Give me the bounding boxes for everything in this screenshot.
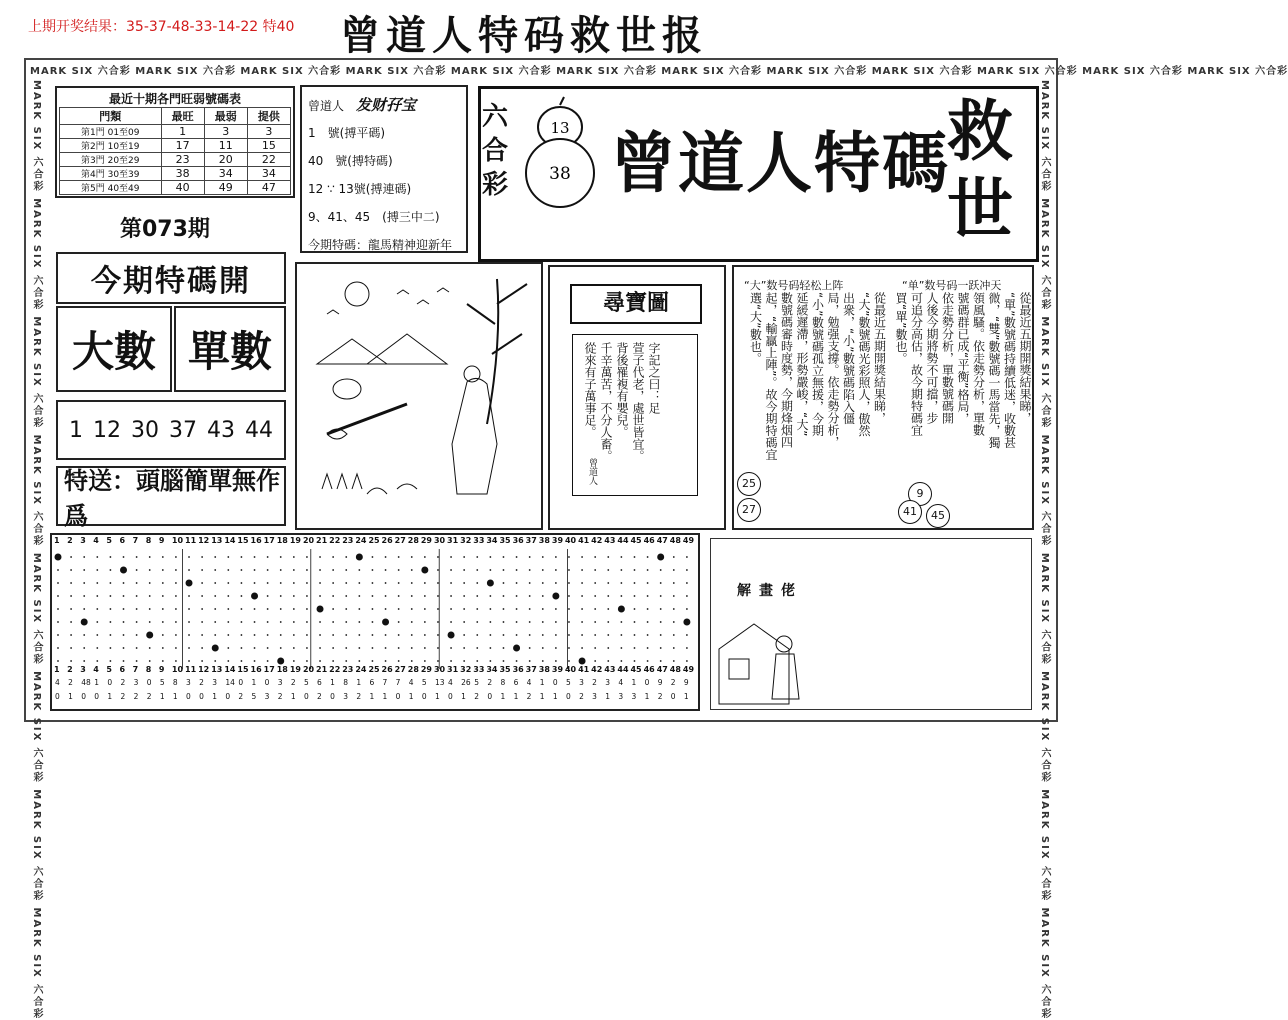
grid-stat-2: 1 — [644, 692, 650, 701]
grid-bottom-number: 37 — [525, 665, 537, 674]
grid-top-number: 10 — [171, 536, 184, 545]
hot-table-cell: 17 — [161, 139, 204, 153]
grid-stat-1: 0 — [264, 678, 270, 687]
grid-top-number: 21 — [316, 536, 328, 545]
hot-table-row — [60, 181, 291, 195]
gourd-icon — [518, 95, 608, 215]
grid-bottom-number: 26 — [381, 665, 393, 674]
grid-bottom-number: 6 — [119, 665, 126, 674]
grid-bottom-number: 32 — [460, 665, 472, 674]
hot-table-col-3: 提供 — [247, 108, 290, 125]
grid-stat-2: 0 — [670, 692, 676, 701]
grid-stat-1: 1 — [539, 678, 545, 687]
grid-stat-1: 3 — [605, 678, 611, 687]
grid-stat-1: 9 — [657, 678, 663, 687]
grid-stat-1: 48 — [81, 678, 91, 687]
hot-table-cell: 第3門 20至29 — [60, 153, 162, 167]
grid-bottom-number: 36 — [512, 665, 524, 674]
grid-stat-1: 4 — [408, 678, 414, 687]
article-column: 領風騷。依走勢分析，單數 — [971, 292, 986, 436]
grid-stat-2: 1 — [68, 692, 73, 701]
prediction-line-1: 1 號(搏平碼) — [308, 126, 385, 140]
treasure-map-title: 尋寶圖 — [570, 284, 702, 324]
grid-bottom-number: 22 — [329, 665, 341, 674]
grid-stat-1: 3 — [579, 678, 584, 687]
grid-stat-2: 1 — [107, 692, 113, 701]
pick-number: 43 — [207, 417, 235, 443]
grid-top-number: 5 — [106, 536, 112, 545]
grid-stat-1: 2 — [487, 678, 493, 687]
grid-stat-1: 1 — [330, 678, 335, 687]
article-column: 買“單”數也。 — [894, 292, 908, 365]
grid-stat-1: 1 — [631, 678, 637, 687]
pick-number: 12 — [93, 417, 121, 443]
grid-stat-1: 13 — [434, 678, 445, 687]
grid-bottom-number: 10 — [171, 665, 184, 674]
trend-grid — [50, 533, 700, 711]
grid-top-number: 17 — [263, 536, 275, 545]
grid-top-number: 39 — [551, 536, 564, 545]
article-number-circle: 45 — [926, 504, 950, 528]
grid-top-number: 43 — [604, 536, 616, 545]
hot-cold-table — [55, 86, 295, 198]
grid-stat-1: 4 — [526, 678, 532, 687]
grid-bottom-number: 38 — [538, 665, 550, 674]
grid-stat-1: 8 — [172, 678, 178, 687]
grid-stat-1: 1 — [356, 678, 362, 687]
grid-bottom-number: 43 — [604, 665, 616, 674]
grid-stat-1: 0 — [552, 678, 558, 687]
grid-top-number: 44 — [617, 536, 629, 545]
prediction-who: 曾道人 — [308, 99, 345, 113]
masthead-title: 曾道人特码救世报 — [340, 12, 708, 59]
grid-stat-2: 2 — [146, 692, 152, 701]
grid-bottom-number: 15 — [237, 665, 249, 674]
grid-bottom-number: 12 — [198, 665, 210, 674]
grid-top-number: 26 — [381, 536, 393, 545]
grid-top-number: 24 — [355, 536, 367, 545]
grid-top-number: 1 — [54, 536, 60, 545]
hot-table-cell: 第2門 10至19 — [60, 139, 162, 153]
hot-table-cell: 23 — [161, 153, 204, 167]
grid-stat-1: 5 — [421, 678, 427, 687]
hot-table-cell: 1 — [161, 125, 204, 139]
article-column: 起，“輸贏上陣”。故今期特碼宜 — [764, 292, 778, 461]
grid-stat-2: 0 — [565, 692, 571, 701]
grid-bottom-number: 44 — [617, 665, 629, 674]
grid-stat-2: 1 — [382, 692, 388, 701]
poem-signature: 曾道人 — [587, 458, 597, 485]
grid-top-number: 41 — [578, 536, 590, 545]
grid-stat-1: 7 — [382, 678, 388, 687]
grid-stat-2: 0 — [330, 692, 335, 701]
grid-stat-2: 2 — [356, 692, 362, 701]
article-column: 延緩遲滯，形勢嚴峻，“大” — [795, 292, 809, 437]
grid-top-number: 32 — [460, 536, 472, 545]
grid-bottom-number: 27 — [394, 665, 406, 674]
article-number-circle: 27 — [737, 498, 761, 522]
brand-stripe-left: MARK SIX 六合彩 MARK SIX 六合彩 MARK SIX 六合彩 MARK SIX 六合彩 MARK SIX 六合彩 MARK SIX 六合彩 MARK SIX 六合彩 MARK SIX 六合彩 — [31, 80, 42, 1020]
gourd-number-bottom: 38 — [549, 164, 571, 184]
grid-stat-1: 0 — [107, 678, 113, 687]
previous-result: 上期开奖结果：35-37-48-33-14-22 特40 — [28, 19, 295, 35]
pick-numbers — [56, 400, 286, 460]
grid-stat-1: 14 — [225, 678, 235, 687]
grid-bottom-number: 9 — [158, 665, 165, 674]
grid-bottom-number: 29 — [420, 665, 432, 674]
grid-stat-2: 2 — [120, 692, 126, 701]
grid-stat-1: 5 — [474, 678, 480, 687]
article-column: 選“大”數也。 — [748, 292, 763, 365]
hot-table-cell: 22 — [247, 153, 290, 167]
grid-top-number: 31 — [447, 536, 459, 545]
article-column: 人後今期將勢不可擋，步 — [925, 292, 939, 424]
article-head-big: “大”数号码轻松上阵 — [744, 279, 844, 292]
grid-bottom-number: 42 — [591, 665, 603, 674]
grid-bottom-number: 17 — [263, 665, 275, 674]
grid-bottom-number: 23 — [342, 665, 354, 674]
grid-stat-2: 2 — [277, 692, 283, 701]
hot-table-cell: 49 — [204, 181, 247, 195]
grid-bottom-number: 13 — [211, 665, 223, 674]
article-column: “單”數號碼持續低迷，收數甚 — [1002, 292, 1017, 449]
grid-bottom-number: 49 — [682, 665, 695, 674]
article-column: “小”數號碼孤立無援，今期 — [810, 292, 825, 437]
hot-table-cell: 20 — [204, 153, 247, 167]
grid-top-number: 47 — [656, 536, 668, 545]
grid-top-number: 28 — [407, 536, 419, 545]
hot-table-col-2: 最弱 — [204, 108, 247, 125]
grid-bottom-number: 41 — [578, 665, 590, 674]
grid-stat-2: 0 — [186, 692, 191, 701]
grid-bottom-number: 5 — [106, 665, 112, 674]
hot-table-cell: 第1門 01至09 — [60, 125, 162, 139]
poem-line: 萱子代老，處世皆宜。 — [631, 342, 645, 462]
grid-stat-1: 5 — [565, 678, 571, 687]
hot-table-row — [60, 139, 291, 153]
hot-table-cell: 40 — [161, 181, 204, 195]
grid-stat-2: 1 — [159, 692, 165, 701]
article-column: 依走勢分析，單數號碼開 — [940, 292, 955, 424]
grid-dots — [52, 549, 698, 669]
grid-bottom-number: 21 — [316, 665, 328, 674]
banner-title-2: 救世 — [947, 92, 1013, 248]
grid-stat-2: 1 — [434, 692, 440, 701]
grid-top-number: 20 — [302, 536, 315, 545]
grid-bottom-number: 46 — [643, 665, 655, 674]
hot-table-row — [60, 125, 291, 139]
grid-stat-1: 5 — [159, 678, 165, 687]
grid-top-number: 7 — [132, 536, 139, 545]
article-column: 號碼群已成“平衡”格局， — [956, 292, 970, 425]
grid-stat-2: 1 — [461, 692, 466, 701]
grid-stat-1: 8 — [343, 678, 349, 687]
solution-illustration — [714, 604, 824, 708]
grid-top-number: 15 — [237, 536, 249, 545]
prediction-box — [300, 85, 468, 253]
poem-line: 背後罹複有嬰兒。 — [615, 342, 629, 438]
prediction-line-5: 今期特碼：龍馬精神迎新年 — [308, 238, 453, 252]
hot-table-cell: 第4門 30至39 — [60, 167, 162, 181]
grid-stat-2: 1 — [683, 692, 689, 701]
grid-stat-2: 3 — [631, 692, 637, 701]
article-head-single: “单”数号码一跃冲天 — [902, 279, 1002, 292]
prediction-line-2: 40 號(搏特碼) — [308, 154, 393, 168]
open-title: 今期特碼開 — [56, 252, 286, 304]
article-column: 微，“雙”數號碼一馬當先，獨 — [987, 292, 1001, 449]
grid-top-number: 16 — [250, 536, 262, 545]
grid-stat-1: 26 — [461, 678, 471, 687]
grid-stat-1: 1 — [94, 678, 100, 687]
grid-bottom-number: 34 — [486, 665, 498, 674]
grid-stat-2: 0 — [225, 692, 231, 701]
grid-stat-2: 3 — [264, 692, 270, 701]
hot-table-row — [60, 167, 291, 181]
grid-top-number: 19 — [289, 536, 301, 545]
grid-top-number: 37 — [525, 536, 537, 545]
grid-stat-2: 2 — [238, 692, 244, 701]
grid-bottom-number: 48 — [669, 665, 681, 674]
grid-bottom-number: 24 — [355, 665, 367, 674]
grid-stat-1: 2 — [592, 678, 597, 687]
brand-stripe-right: MARK SIX 六合彩 MARK SIX 六合彩 MARK SIX 六合彩 MARK SIX 六合彩 MARK SIX 六合彩 MARK SIX 六合彩 MARK SIX 六合彩 MARK SIX 六合彩 — [1039, 80, 1050, 1020]
poem-line: 從來有子萬事足。 — [583, 342, 597, 438]
grid-stat-2: 1 — [408, 692, 414, 701]
grid-bottom-number: 7 — [132, 665, 139, 674]
grid-stat-2: 2 — [579, 692, 584, 701]
grid-stat-2: 3 — [592, 692, 597, 701]
grid-bottom-number: 16 — [250, 665, 262, 674]
special-send: 特送：頭腦簡單無作爲 — [56, 466, 286, 526]
grid-stat-2: 0 — [94, 692, 100, 701]
grid-stat-2: 1 — [513, 692, 519, 701]
grid-top-number: 30 — [433, 536, 446, 545]
grid-bottom-number: 39 — [551, 665, 564, 674]
hot-table-cell: 15 — [247, 139, 290, 153]
grid-stat-1: 2 — [120, 678, 126, 687]
grid-top-number: 49 — [682, 536, 695, 545]
big-label: 大數 — [56, 306, 172, 392]
grid-stat-2: 0 — [421, 692, 427, 701]
grid-stat-1: 0 — [644, 678, 650, 687]
grid-top-number: 48 — [669, 536, 681, 545]
pick-number: 30 — [131, 417, 159, 443]
grid-bottom-number: 4 — [93, 665, 99, 674]
grid-stat-1: 3 — [133, 678, 139, 687]
grid-stat-1: 3 — [277, 678, 283, 687]
grid-bottom-number: 33 — [473, 665, 485, 674]
grid-stat-1: 4 — [448, 678, 453, 687]
grid-bottom-number: 35 — [499, 665, 511, 674]
grid-top-number: 11 — [185, 536, 197, 545]
grid-bottom-number: 2 — [67, 665, 73, 674]
grid-top-number: 45 — [630, 536, 642, 545]
grid-stat-2: 1 — [500, 692, 506, 701]
grid-top-number: 4 — [93, 536, 99, 545]
grid-top-number: 42 — [591, 536, 603, 545]
grid-stat-2: 1 — [369, 692, 375, 701]
grid-stat-1: 6 — [513, 678, 519, 687]
grid-stat-2: 2 — [526, 692, 532, 701]
hot-cold-table-title: 最近十期各門旺弱號碼表 — [108, 92, 241, 106]
grid-stat-1: 9 — [683, 678, 689, 687]
issue-number: 第073期 — [120, 217, 210, 242]
grid-stat-1: 0 — [146, 678, 152, 687]
grid-bottom-number: 25 — [368, 665, 380, 674]
article-column: “大”數號碼光彩照人，傲然 — [857, 292, 871, 437]
grid-stat-1: 2 — [68, 678, 73, 687]
grid-stat-2: 1 — [172, 692, 178, 701]
grid-stat-2: 0 — [448, 692, 453, 701]
grid-stat-2: 3 — [618, 692, 624, 701]
article-column: 從最近五期開獎結果睇， — [872, 292, 887, 424]
grid-stat-2: 0 — [487, 692, 493, 701]
hot-table-col-0: 門類 — [60, 108, 162, 125]
grid-top-number: 2 — [67, 536, 73, 545]
grid-stat-1: 6 — [369, 678, 375, 687]
grid-stat-2: 0 — [199, 692, 204, 701]
grid-top-number: 9 — [158, 536, 165, 545]
grid-stat-2: 1 — [605, 692, 611, 701]
grid-stat-1: 1 — [251, 678, 257, 687]
grid-stat-1: 5 — [303, 678, 309, 687]
grid-top-number: 38 — [538, 536, 550, 545]
hot-table-cell: 47 — [247, 181, 290, 195]
grid-top-number: 35 — [499, 536, 511, 545]
grid-stat-1: 2 — [199, 678, 204, 687]
grid-stat-1: 7 — [395, 678, 401, 687]
grid-stat-1: 3 — [212, 678, 217, 687]
prediction-title: 发财孖宝 — [356, 96, 417, 114]
grid-stat-2: 2 — [133, 692, 139, 701]
grid-top-number: 3 — [80, 536, 86, 545]
grid-stat-2: 1 — [212, 692, 217, 701]
pick-number: 37 — [169, 417, 197, 443]
grid-stat-1: 2 — [670, 678, 676, 687]
grid-bottom-number: 3 — [80, 665, 86, 674]
banner-label: 六合彩 — [482, 102, 509, 200]
grid-stat-1: 6 — [317, 678, 322, 687]
grid-top-number: 18 — [276, 536, 288, 545]
grid-stat-2: 2 — [474, 692, 480, 701]
article-number-circle: 25 — [737, 472, 761, 496]
grid-bottom-number: 47 — [656, 665, 668, 674]
article-column: 可追分高估，故今期特碼宜 — [909, 292, 924, 436]
grid-stat-2: 2 — [317, 692, 322, 701]
hot-table-cell: 34 — [204, 167, 247, 181]
hot-table-cell: 3 — [204, 125, 247, 139]
grid-bottom-number: 28 — [407, 665, 419, 674]
grid-bottom-number: 8 — [145, 665, 152, 674]
brand-stripe-top: MARK SIX 六合彩 MARK SIX 六合彩 MARK SIX 六合彩 MARK SIX 六合彩 MARK SIX 六合彩 MARK SIX 六合彩 MARK SIX 六合彩 MARK SIX 六合彩 MARK SIX 六合彩 MARK SIX 六合彩 MARK SIX 六合彩 MARK SIX 六合彩 — [30, 66, 1288, 77]
grid-bottom-number: 11 — [185, 665, 197, 674]
grid-stat-1: 0 — [238, 678, 244, 687]
grid-top-number: 22 — [329, 536, 341, 545]
article-column: 出衆，“小”數號碼陷入僵 — [841, 292, 856, 425]
grid-stat-2: 0 — [395, 692, 401, 701]
hot-table-col-1: 最旺 — [161, 108, 204, 125]
prediction-line-3: 12 ∵ 13號(搏連碼) — [308, 182, 412, 196]
grid-top-number: 36 — [512, 536, 524, 545]
article-column: 從最近五期開獎結果睇， — [1018, 292, 1032, 424]
grid-bottom-number: 14 — [224, 665, 236, 674]
grid-stat-2: 2 — [657, 692, 663, 701]
grid-bottom-number: 20 — [302, 665, 315, 674]
grid-bottom-number: 30 — [433, 665, 446, 674]
grid-top-number: 23 — [342, 536, 354, 545]
grid-stat-1: 4 — [618, 678, 624, 687]
grid-top-number: 33 — [473, 536, 485, 545]
article-number-circle: 41 — [898, 500, 922, 524]
grid-bottom-number: 18 — [276, 665, 288, 674]
hot-table-row — [60, 153, 291, 167]
grid-bottom-number: 19 — [289, 665, 301, 674]
grid-top-number: 34 — [486, 536, 498, 545]
grid-top-number: 29 — [420, 536, 432, 545]
grid-stat-2: 0 — [55, 692, 60, 701]
mother-child-illustration — [297, 264, 541, 528]
grid-stat-2: 1 — [539, 692, 545, 701]
grid-top-number: 27 — [394, 536, 406, 545]
poem-line: 字記之曰：足 — [647, 342, 661, 414]
hot-table-cell: 11 — [204, 139, 247, 153]
pick-number: 44 — [245, 417, 273, 443]
grid-stat-2: 5 — [251, 692, 257, 701]
grid-stat-2: 3 — [343, 692, 349, 701]
hot-table-cell: 34 — [247, 167, 290, 181]
grid-top-number: 46 — [643, 536, 655, 545]
solution-title: 解畫佬 — [737, 583, 803, 599]
hot-table-cell: 3 — [247, 125, 290, 139]
pick-number: 1 — [69, 417, 83, 443]
banner-title: 曾道人特碼 — [610, 124, 950, 202]
grid-stat-2: 0 — [81, 692, 86, 701]
grid-stat-2: 1 — [290, 692, 296, 701]
hot-table-cell: 38 — [161, 167, 204, 181]
grid-stat-1: 2 — [290, 678, 296, 687]
grid-top-number: 13 — [211, 536, 223, 545]
grid-bottom-number: 31 — [447, 665, 459, 674]
prediction-line-4: 9、41、45 (搏三中二) — [308, 210, 440, 224]
illustration-box — [295, 262, 543, 530]
article-number-circle: 9 — [908, 482, 932, 506]
grid-stat-1: 8 — [500, 678, 506, 687]
grid-top-number: 25 — [368, 536, 380, 545]
gourd-number-top: 13 — [550, 119, 570, 137]
hot-table-cell: 第5門 40至49 — [60, 181, 162, 195]
grid-top-number: 14 — [224, 536, 236, 545]
grid-bottom-number: 45 — [630, 665, 642, 674]
article-column: 局，勉强支撐。依走勢分析， — [826, 292, 840, 448]
grid-bottom-number: 40 — [564, 665, 577, 674]
article-column: 數號碼審時度勢，今期烽烟四 — [779, 292, 794, 448]
grid-stat-2: 0 — [303, 692, 309, 701]
grid-top-number: 40 — [564, 536, 577, 545]
grid-top-number: 6 — [119, 536, 126, 545]
grid-top-number: 12 — [198, 536, 210, 545]
poem-line: 千辛萬苦，不分人畜。 — [599, 342, 613, 462]
grid-stat-1: 4 — [55, 678, 60, 687]
grid-stat-2: 1 — [552, 692, 558, 701]
grid-bottom-number: 1 — [54, 665, 60, 674]
grid-stat-1: 3 — [186, 678, 191, 687]
single-label: 單數 — [174, 306, 286, 392]
grid-top-number: 8 — [145, 536, 152, 545]
